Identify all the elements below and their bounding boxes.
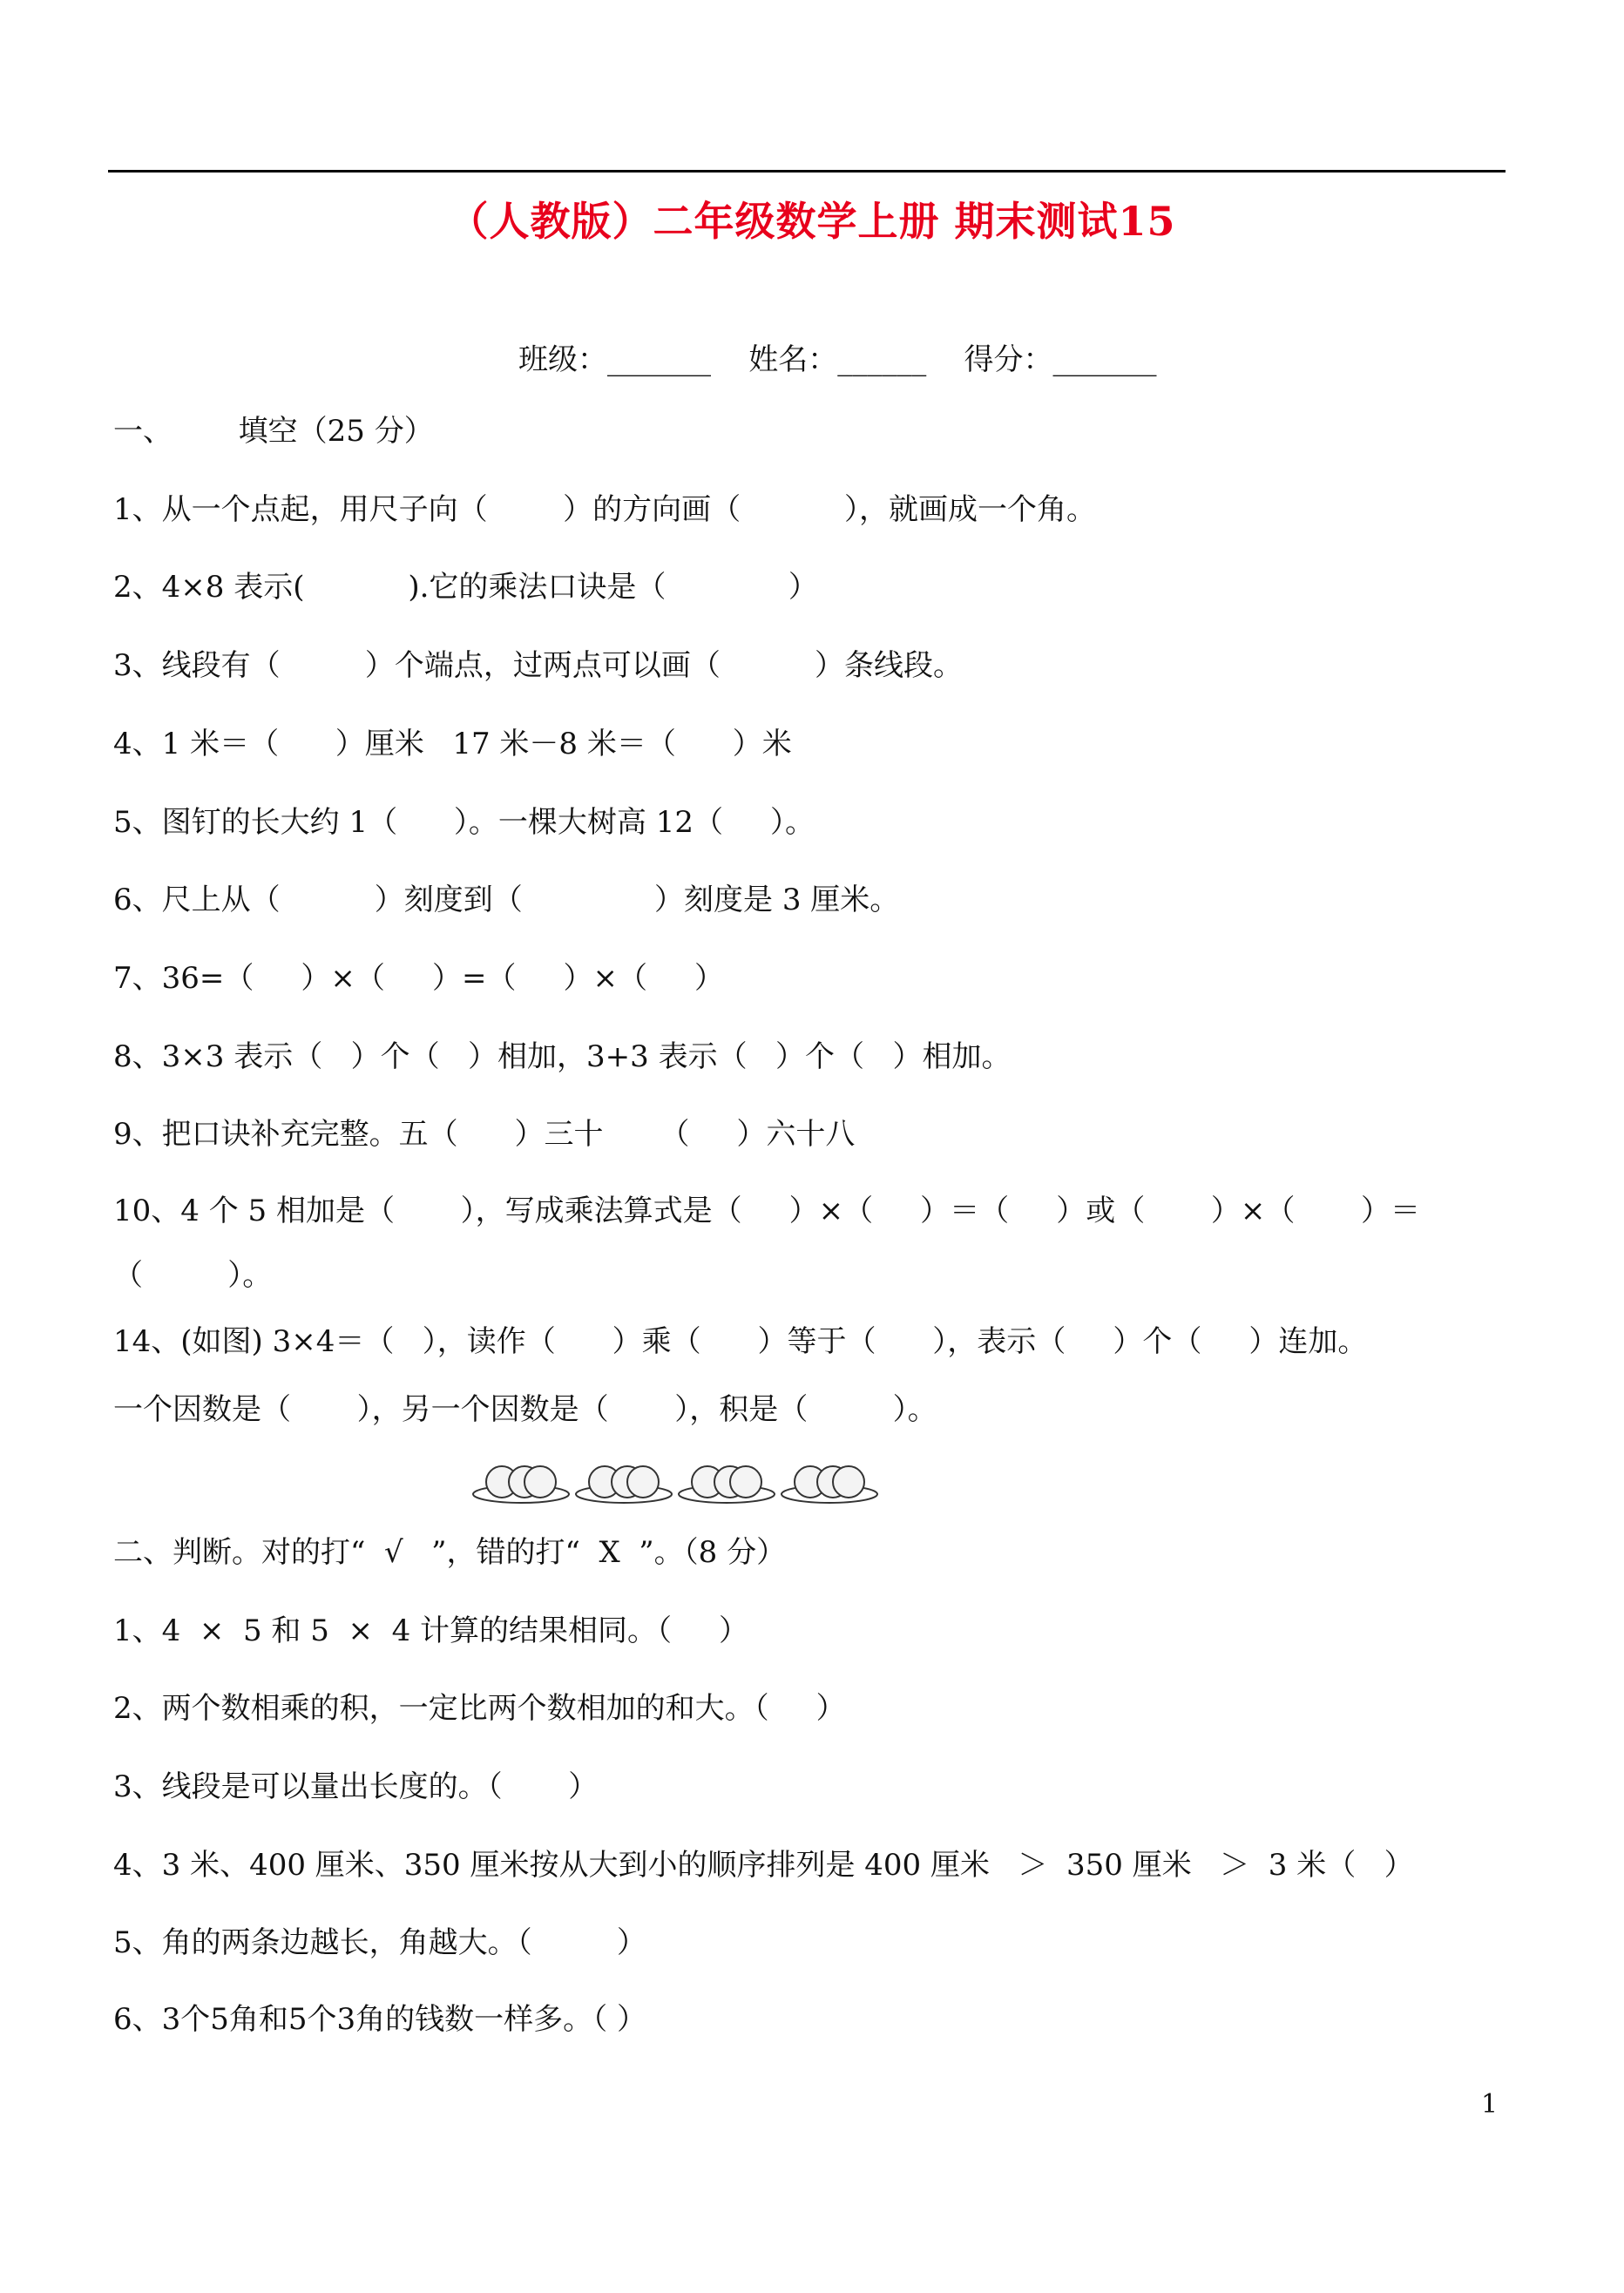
question-line: 8、3×3 表示（ ）个（ ）相加，3+3 表示（ ）个（ ）相加。	[113, 1039, 1012, 1074]
plate-of-buns	[782, 1466, 877, 1503]
question-line: 5、图钉的长大约 1（ ）。一棵大树高 12（ ）。	[113, 805, 815, 840]
question-line: 1、从一个点起，用尺子向（ ）的方向画（ ），就画成一个角。	[113, 492, 1096, 527]
judgment-line: 3、线段是可以量出长度的。（ ）	[113, 1769, 599, 1804]
section-1-heading: 一、 填空（25 分）	[113, 414, 434, 449]
student-info-line: 班级：_______ 姓名：______ 得分：_______	[518, 342, 1157, 377]
plate-of-buns	[679, 1466, 775, 1503]
page-number: 1	[1481, 2089, 1499, 2120]
question-line: 3、线段有（ ）个端点，过两点可以画（ ）条线段。	[113, 648, 963, 683]
question-line: 6、尺上从（ ）刻度到（ ）刻度是 3 厘米。	[113, 883, 900, 917]
question-line: 10、4 个 5 相加是（ ），写成乘法算式是（ ）×（ ）＝（ ）或（ ）×（ ）＝	[113, 1194, 1420, 1228]
plate-of-buns	[473, 1466, 569, 1503]
question-line: 一个因数是（ ），另一个因数是（ ），积是（ ）。	[113, 1392, 937, 1427]
question-line: 14、(如图) 3×4＝（ ），读作（ ）乘（ ）等于（ ），表示（ ）个（ ）连加。	[113, 1324, 1368, 1359]
question-line: 9、把口诀补充完整。五（ ）三十 （ ）六十八	[113, 1117, 856, 1152]
judgment-line: 5、角的两条边越长，角越大。（ ）	[113, 1925, 646, 1960]
plate-of-buns	[576, 1466, 672, 1503]
page-title: （人教版）二年级数学上册 期末测试15	[448, 198, 1176, 245]
header-rule	[108, 170, 1506, 172]
judgment-line: 2、两个数相乘的积，一定比两个数相加的和大。（ ）	[113, 1691, 846, 1726]
question-line: 7、36=（ ）×（ ）=（ ）×（ ）	[113, 961, 725, 996]
buns-illustration	[470, 1449, 880, 1510]
question-line: （ ）。	[113, 1258, 273, 1293]
judgment-line: 4、3 米、400 厘米、350 厘米按从大到小的顺序排列是 400 厘米 ＞ 350 厘米 ＞ 3 米（ ）	[113, 1848, 1414, 1883]
question-line: 2、4×8 表示( ).它的乘法口诀是（ ）	[113, 570, 818, 605]
section-2-heading: 二、判断。对的打“ √ ”，错的打“ X ”。（8 分）	[113, 1535, 787, 1570]
judgment-line: 6、3个5角和5个3角的钱数一样多。（ ）	[113, 2002, 646, 2037]
question-line: 4、1 米＝（ ）厘米 17 米－8 米＝（ ）米	[113, 727, 792, 761]
judgment-line: 1、4 × 5 和 5 × 4 计算的结果相同。（ ）	[113, 1613, 749, 1648]
